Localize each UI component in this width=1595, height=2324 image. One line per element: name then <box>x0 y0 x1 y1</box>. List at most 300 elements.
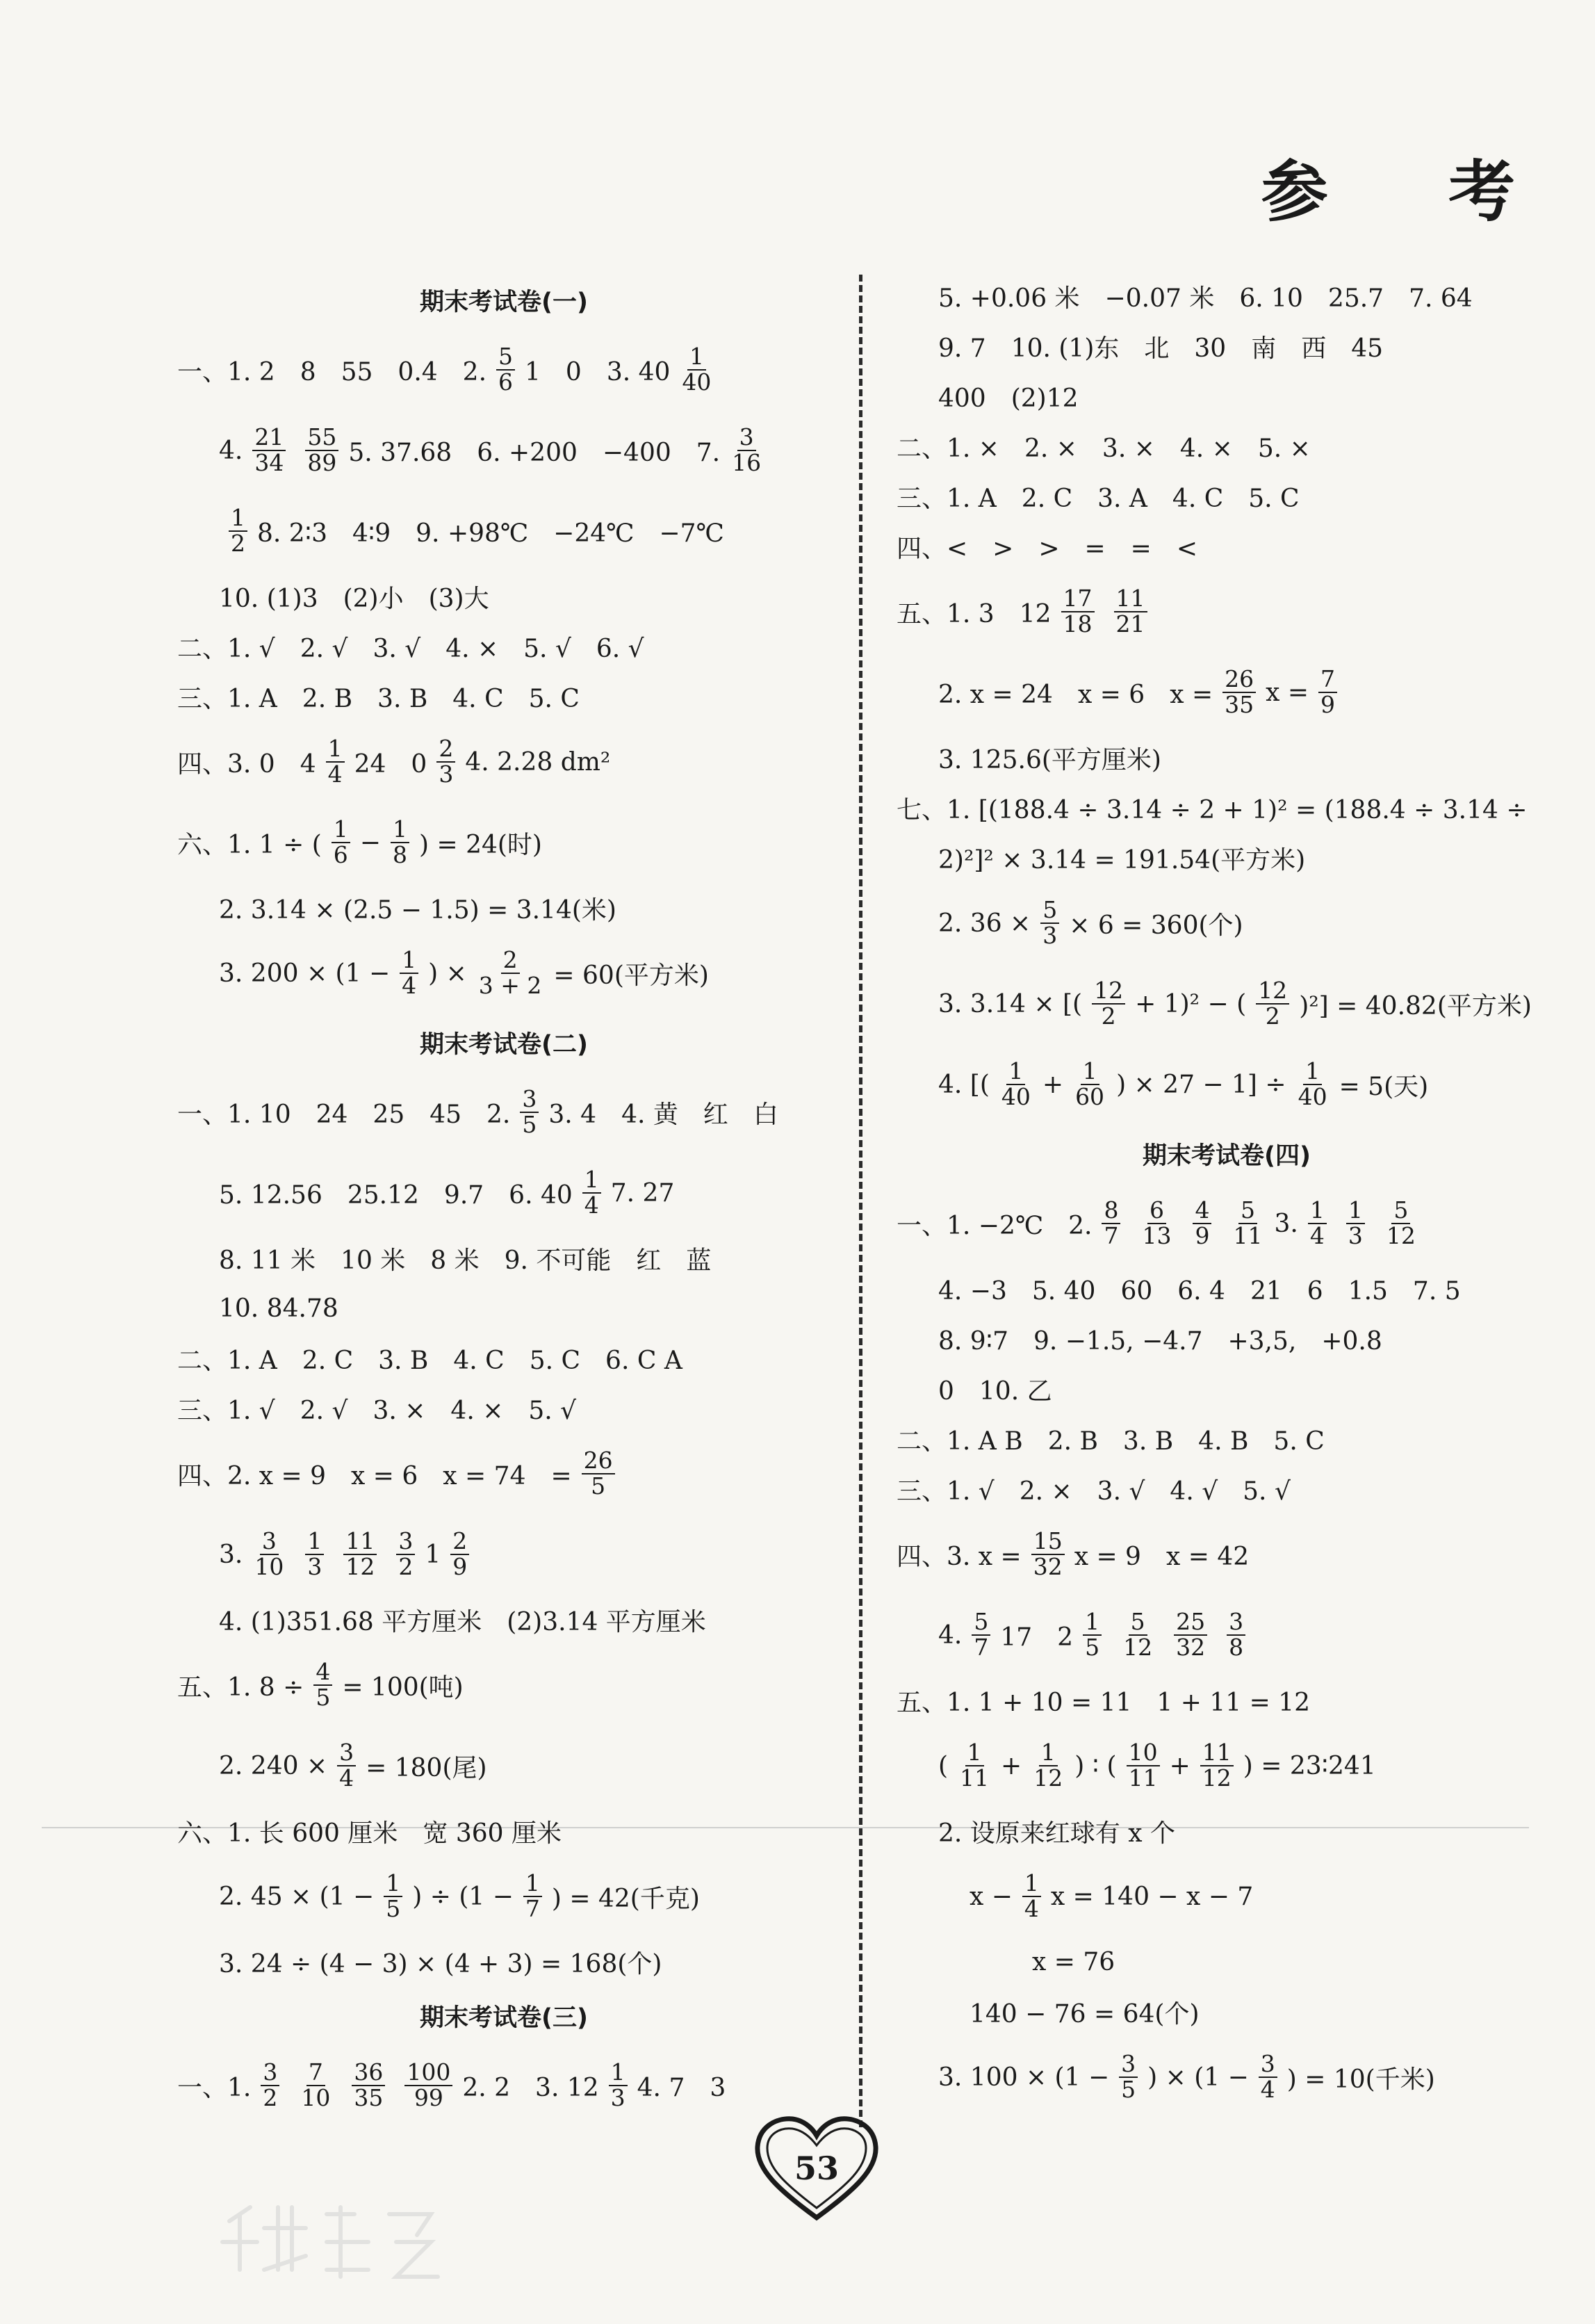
numerator: 17 <box>1061 587 1095 612</box>
answer-text: 4. [( <box>938 1070 990 1099</box>
denominator: 9 <box>1195 1222 1210 1249</box>
fraction <box>1200 1741 1234 1790</box>
page-title: 参 考 <box>1261 152 1564 231</box>
denominator: 2 <box>231 530 245 557</box>
numerator: 3 <box>520 1087 539 1113</box>
fraction <box>384 1871 402 1921</box>
fraction <box>999 1059 1033 1109</box>
answer-text: 10. 84.78 <box>219 1294 338 1323</box>
denominator: 21 <box>1115 610 1145 637</box>
answer-text: + <box>1001 1751 1022 1780</box>
numerator: 5 <box>1238 1198 1257 1224</box>
numerator: 11 <box>343 1529 377 1555</box>
answer-line <box>897 421 1557 471</box>
denominator: 3 <box>307 1553 322 1580</box>
fraction <box>1031 1529 1065 1579</box>
denominator: 8 <box>392 841 407 868</box>
answer-text: 17 2 <box>1000 1623 1074 1652</box>
denominator: 7 <box>1104 1222 1119 1249</box>
fraction <box>1346 1198 1365 1248</box>
denominator: 5 <box>386 1895 401 1922</box>
answer-line <box>177 1433 831 1514</box>
fraction <box>1073 1059 1106 1109</box>
answer-line <box>177 1806 831 1856</box>
numerator: 3 <box>737 425 756 451</box>
answer-text: 3. <box>1274 1209 1298 1238</box>
numerator: 25 <box>1174 1610 1207 1636</box>
fraction <box>332 815 350 868</box>
numerator: 3 <box>1119 2052 1138 2078</box>
answer-text: 7. 27 <box>610 1178 675 1208</box>
numerator: 3 <box>337 1741 356 1766</box>
numerator: 2 <box>436 737 455 763</box>
answer-line <box>177 722 831 802</box>
fraction <box>400 948 418 998</box>
answer-text: 二、1. A 2. C 3. B 4. C 5. C 6. C A <box>177 1346 682 1375</box>
answer-line <box>177 2045 831 2126</box>
answer-line <box>897 1364 1557 1414</box>
answer-text: + <box>1042 1070 1064 1099</box>
fraction <box>1259 2052 1277 2102</box>
numerator: 8 <box>1102 1198 1120 1224</box>
answer-text: 5. +0.06 米 −0.07 米 6. 10 25.7 7. 64 <box>938 284 1473 313</box>
numerator: 1 <box>1308 1198 1327 1224</box>
denominator: 7 <box>525 1895 540 1922</box>
numerator: 3 <box>396 1529 415 1555</box>
answer-text: 2. 设原来红球有 x 个 <box>938 1819 1175 1848</box>
numerator: 15 <box>1031 1529 1065 1555</box>
fraction <box>1083 1610 1102 1659</box>
answer-line <box>897 321 1557 371</box>
fraction <box>404 2058 452 2111</box>
fraction <box>582 1449 615 1498</box>
denominator: 11 <box>1128 1764 1158 1791</box>
denominator: 12 <box>345 1553 375 1580</box>
answer-line <box>177 1383 831 1433</box>
denominator: 35 <box>354 2084 384 2111</box>
fraction <box>1127 1741 1160 1790</box>
denominator: 9 <box>452 1553 468 1580</box>
fraction <box>337 1741 356 1790</box>
numerator: 1 <box>523 1871 542 1897</box>
answer-line <box>897 1514 1557 1595</box>
denominator: 4 <box>1309 1222 1325 1249</box>
answer-text: 4. (1)351.68 平方厘米 (2)3.14 平方厘米 <box>219 1607 706 1636</box>
answer-text: 3. 200 × (1 − <box>219 959 391 988</box>
answer-text: 8. 2∶3 4∶9 9. +98℃ −24℃ −7℃ <box>257 519 724 548</box>
denominator: 6 <box>333 841 348 868</box>
denominator: 13 <box>1142 1222 1172 1249</box>
answer-text: 3. 100 × (1 − <box>938 2063 1110 2092</box>
answer-line <box>897 1183 1557 1264</box>
answer-line <box>897 1725 1557 1806</box>
answer-line <box>897 1856 1557 1937</box>
denominator: 12 <box>1033 1764 1063 1791</box>
numerator: 1 <box>1081 1059 1099 1085</box>
answer-text: x = <box>1266 678 1309 707</box>
fraction <box>326 737 345 786</box>
answer-line <box>897 571 1557 652</box>
answer-line <box>177 1937 831 1987</box>
column-divider <box>859 275 862 2127</box>
answer-text: 2. 45 × (1 − <box>219 1882 375 1911</box>
answer-text: × 6 = 360(个) <box>1069 911 1243 940</box>
fraction <box>1193 1198 1211 1248</box>
numerator: 5 <box>972 1610 990 1636</box>
numerator: 3 <box>1227 1610 1245 1636</box>
denominator: 2 <box>1265 1002 1280 1030</box>
numerator: 4 <box>1193 1198 1211 1224</box>
answer-line <box>897 783 1557 833</box>
answer-text: 二、1. × 2. × 3. × 4. × 5. × <box>897 434 1311 463</box>
fraction <box>1092 979 1125 1028</box>
answer-text: 一、1. 2 8 55 0.4 2. <box>177 357 487 387</box>
denominator: 32 <box>1033 1553 1063 1580</box>
denominator: 18 <box>1063 610 1093 637</box>
fraction <box>261 2058 279 2111</box>
answer-text: 1 <box>425 1540 441 1569</box>
numerator: 12 <box>1256 979 1289 1005</box>
numerator: 1 <box>326 737 345 763</box>
denominator: 8 <box>1229 1634 1244 1661</box>
numerator: 3 <box>260 1529 279 1555</box>
answer-text: 三、1. A 2. C 3. A 4. C 5. C <box>897 484 1300 513</box>
answer-text: 0 10. 乙 <box>938 1376 1052 1406</box>
numerator: 1 <box>229 506 247 532</box>
answer-text: 一、1. <box>177 2073 252 2102</box>
denominator: 12 <box>1386 1222 1416 1249</box>
section-heading-exam1: 期末考试卷(一) <box>420 289 588 316</box>
answer-text: ) × 27 − 1] ÷ <box>1116 1070 1286 1099</box>
denominator: 9 <box>1320 691 1336 718</box>
numerator: 1 <box>332 818 350 843</box>
fraction <box>1318 667 1337 717</box>
answer-text: 3. <box>219 1540 243 1569</box>
denominator: 40 <box>1001 1083 1031 1110</box>
numerator: 6 <box>1147 1198 1166 1224</box>
answer-line <box>897 1595 1557 1675</box>
answer-line <box>177 410 831 491</box>
answer-line <box>177 1283 831 1333</box>
denominator: 4 <box>584 1192 599 1219</box>
answer-text: 2)²]² × 3.14 = 191.54(平方米) <box>938 845 1306 875</box>
answer-text: 三、1. √ 2. √ 3. × 4. × 5. √ <box>177 1396 577 1425</box>
answer-text: 10. (1)3 (2)小 (3)大 <box>219 584 489 613</box>
answer-line <box>897 471 1557 521</box>
answer-text: 3. 125.6(平方厘米) <box>938 745 1161 774</box>
answer-text: 四、< > > = = < <box>897 534 1197 563</box>
answer-line <box>177 1514 831 1595</box>
numerator: 1 <box>1022 1871 1041 1897</box>
answer-line <box>177 1595 831 1645</box>
denominator: 3 <box>1042 922 1058 949</box>
answer-text: 8. 9∶7 9. −1.5, −4.7 +3,5, +0.8 <box>938 1326 1382 1356</box>
answer-text: 一、1. −2℃ 2. <box>897 1211 1093 1240</box>
denominator: 4 <box>327 761 343 788</box>
answer-line <box>177 1645 831 1725</box>
denominator: 60 <box>1075 1083 1105 1110</box>
answer-text: 5. 12.56 25.12 9.7 6. 40 <box>219 1180 573 1210</box>
answer-line <box>897 964 1557 1044</box>
fraction <box>496 345 515 394</box>
answer-text: + <box>1169 1751 1191 1780</box>
fraction <box>1231 1198 1264 1248</box>
denominator: 11 <box>1233 1222 1263 1249</box>
left-column <box>177 271 831 2126</box>
denominator: 7 <box>974 1634 989 1661</box>
denominator: 4 <box>402 972 417 999</box>
answer-text: 一、1. 10 24 25 45 2. <box>177 1100 511 1129</box>
fraction <box>343 1529 377 1579</box>
answer-text: ( <box>938 1751 949 1780</box>
answer-line <box>897 1464 1557 1514</box>
answer-text: x − <box>970 1882 1013 1911</box>
answer-text: 五、1. 1 + 10 = 11 1 + 11 = 12 <box>897 1688 1311 1717</box>
fraction <box>958 1741 991 1790</box>
denominator: 3 <box>439 761 454 788</box>
answer-text: 4. <box>219 436 243 465</box>
answer-text: = 180(尾) <box>366 1753 487 1782</box>
fraction <box>609 2058 628 2111</box>
denominator: 4 <box>1260 2076 1275 2103</box>
numerator: 5 <box>1391 1198 1410 1224</box>
answer-text: 2. 2 3. 12 <box>462 2073 599 2102</box>
answer-line <box>897 1937 1557 1987</box>
answer-text: ) = 23∶241 <box>1243 1751 1376 1780</box>
numerator: 4 <box>313 1660 332 1686</box>
answer-line <box>177 1233 831 1283</box>
fraction <box>1227 1610 1245 1659</box>
answer-text: x = 9 x = 42 <box>1074 1542 1250 1571</box>
denominator: 40 <box>682 368 712 396</box>
fraction <box>582 1168 601 1217</box>
denominator: 6 <box>498 368 514 396</box>
answer-line <box>897 733 1557 783</box>
answer-text: ) ∶ ( <box>1074 1751 1117 1780</box>
answer-line <box>897 2037 1557 2118</box>
numerator: 1 <box>965 1741 984 1766</box>
numerator: 12 <box>1092 979 1125 1005</box>
denominator: 34 <box>254 449 284 476</box>
numerator: 1 <box>1039 1741 1058 1766</box>
answer-text: = 5(天) <box>1339 1072 1429 1101</box>
numerator: 1 <box>687 345 706 371</box>
fraction <box>1174 1610 1207 1659</box>
numerator: 5 <box>1040 898 1059 924</box>
answer-text: 2. 36 × <box>938 909 1031 938</box>
fraction <box>1222 667 1256 717</box>
section-heading-exam4: 期末考试卷(四) <box>1143 1142 1311 1170</box>
answer-text: 2. 3.14 × (2.5 − 1.5) = 3.14(米) <box>219 895 616 925</box>
fraction <box>1384 1198 1418 1248</box>
numerator: 2 <box>450 1529 469 1555</box>
answer-line <box>897 521 1557 571</box>
fraction <box>313 1660 332 1709</box>
answer-text: 8. 11 米 10 米 8 米 9. 不可能 红 蓝 <box>219 1246 712 1275</box>
denominator: 5 <box>591 1472 606 1500</box>
answer-text: 3. 4 4. 黄 红 白 <box>548 1100 778 1129</box>
fraction <box>1119 2052 1138 2102</box>
answer-text: 2. x = 24 x = 6 x = <box>938 680 1213 709</box>
answer-text: x = 76 <box>1032 1947 1115 1976</box>
answer-text: 4. 2.28 dm² <box>465 747 611 777</box>
answer-text: x = 140 − x − 7 <box>1050 1882 1254 1911</box>
fraction <box>299 2058 332 2111</box>
answer-text: ) = 24(时) <box>418 830 542 859</box>
answer-text: 五、1. 8 ÷ <box>177 1673 304 1702</box>
answer-line <box>897 1264 1557 1314</box>
denominator: 2 <box>263 2084 278 2111</box>
answer-line <box>897 1044 1557 1125</box>
answer-line <box>177 933 831 1014</box>
fraction <box>396 1529 415 1579</box>
denominator: 5 <box>316 1684 331 1711</box>
denominator: 35 <box>1225 691 1254 718</box>
fraction <box>436 737 455 786</box>
answer-line <box>177 672 831 722</box>
denominator: 10 <box>254 1553 284 1580</box>
answer-text: = 100(吨) <box>342 1673 464 1702</box>
denominator: 16 <box>732 449 762 476</box>
answer-text: 二、1. √ 2. √ 3. √ 4. × 5. √ 6. √ <box>177 634 644 663</box>
fraction <box>352 2058 385 2111</box>
numerator: 3 <box>261 2061 279 2086</box>
answer-text: 5. 37.68 6. +200 −400 7. <box>348 438 721 467</box>
answer-text: 三、1. A 2. B 3. B 4. C 5. C <box>177 684 580 713</box>
answer-text: − <box>359 828 381 857</box>
answer-text: + 1)² − ( <box>1135 989 1247 1018</box>
answer-text: ) = 10(千米) <box>1286 2065 1435 2094</box>
answer-line <box>897 371 1557 421</box>
denominator: 40 <box>1298 1083 1327 1110</box>
answer-text: 1 0 3. 40 <box>525 357 671 387</box>
answer-text: 3. 3.14 × [( <box>938 989 1083 1018</box>
denominator: 3 <box>610 2084 625 2111</box>
answer-text: 4. −3 5. 40 60 6. 4 21 6 1.5 7. 5 <box>938 1276 1461 1306</box>
answer-line <box>897 1987 1557 2037</box>
fraction <box>477 948 544 998</box>
right-column <box>897 271 1557 2118</box>
answer-text: 二、1. A B 2. B 3. B 4. B 5. C <box>897 1427 1325 1456</box>
answer-text: 4. <box>938 1620 963 1650</box>
numerator: 5 <box>496 345 515 371</box>
denominator: 11 <box>960 1764 990 1791</box>
denominator: 3 + 2 <box>478 972 542 999</box>
answer-text: 24 0 <box>354 749 427 779</box>
answer-line <box>177 883 831 933</box>
fraction <box>1114 587 1147 636</box>
fraction <box>1296 1059 1330 1109</box>
answer-line <box>177 1856 831 1937</box>
section-heading-exam2: 期末考试卷(二) <box>420 1031 588 1059</box>
numerator: 1 <box>1346 1198 1365 1224</box>
answer-line <box>177 1333 831 1383</box>
denominator: 4 <box>1024 1895 1039 1922</box>
fraction <box>305 425 338 475</box>
answer-line <box>177 571 831 621</box>
fraction <box>520 1087 539 1137</box>
numerator: 1 <box>305 1529 324 1555</box>
answer-text: 四、3. 0 4 <box>177 749 316 779</box>
answer-text: 2. 240 × <box>219 1751 328 1780</box>
section-heading-exam3: 期末考试卷(三) <box>420 2004 588 2032</box>
denominator: 5 <box>522 1111 537 1138</box>
numerator: 7 <box>306 2061 325 2086</box>
denominator: 5 <box>1085 1634 1100 1661</box>
answer-text: 四、2. x = 9 x = 6 x = 74 = <box>177 1461 572 1490</box>
numerator: 5 <box>1129 1610 1147 1636</box>
answer-line <box>897 883 1557 964</box>
answer-text: 七、1. [(188.4 ÷ 3.14 ÷ 2 + 1)² = (188.4 ÷ 3.14 ÷ <box>897 795 1528 824</box>
denominator: 89 <box>307 449 337 476</box>
numerator: 10 <box>1127 1741 1160 1766</box>
numerator: 1 <box>391 818 409 843</box>
numerator: 26 <box>582 1449 615 1474</box>
answer-line <box>897 833 1557 883</box>
answer-line <box>897 1806 1557 1856</box>
answer-line <box>177 1153 831 1233</box>
fraction <box>305 1529 324 1579</box>
denominator: 99 <box>414 2084 443 2111</box>
page-number-badge <box>751 2113 883 2225</box>
fraction <box>450 1529 469 1579</box>
denominator: 4 <box>339 1764 354 1791</box>
watermark-logo <box>208 2179 459 2305</box>
fraction <box>252 425 286 475</box>
answer-text: 400 (2)12 <box>938 384 1079 413</box>
denominator: 2 <box>398 1553 414 1580</box>
denominator: 3 <box>1348 1222 1363 1249</box>
fraction <box>1256 979 1289 1028</box>
answer-text: 五、1. 3 12 <box>897 599 1052 628</box>
answer-text: 六、1. 1 ÷ ( <box>177 830 322 859</box>
fraction <box>391 815 409 868</box>
fraction <box>1031 1741 1065 1790</box>
numerator: 1 <box>609 2061 628 2086</box>
numerator: 1 <box>1303 1059 1322 1085</box>
fraction <box>1308 1198 1327 1248</box>
answer-line <box>177 621 831 672</box>
fraction <box>1102 1198 1120 1248</box>
answer-text: )²] = 40.82(平方米) <box>1299 991 1532 1021</box>
answer-text: ) ÷ (1 − <box>412 1882 514 1911</box>
numerator: 1 <box>384 1871 402 1897</box>
answer-text: 140 − 76 = 64(个) <box>970 1999 1200 2029</box>
numerator: 100 <box>404 2061 452 2086</box>
answer-text: 4. 7 3 <box>637 2073 726 2102</box>
numerator: 55 <box>305 425 338 451</box>
numerator: 11 <box>1114 587 1147 612</box>
fraction <box>972 1610 990 1659</box>
answer-line <box>897 1414 1557 1464</box>
answer-text: 六、1. 长 600 厘米 宽 360 厘米 <box>177 1819 562 1848</box>
answer-line <box>897 1314 1557 1364</box>
page-number: 53 <box>794 2150 839 2187</box>
answer-text: 9. 7 10. (1)东 北 30 南 西 45 <box>938 334 1384 363</box>
fraction <box>1121 1610 1154 1659</box>
fraction <box>523 1871 542 1921</box>
answer-text: ) × (1 − <box>1147 2063 1249 2092</box>
fraction <box>1140 1198 1173 1248</box>
denominator: 10 <box>301 2084 331 2111</box>
numerator: 1 <box>400 948 418 974</box>
numerator: 1 <box>1006 1059 1025 1085</box>
numerator: 26 <box>1222 667 1256 693</box>
answer-text: 四、3. x = <box>897 1542 1022 1571</box>
answer-text: 3. 24 ÷ (4 − 3) × (4 + 3) = 168(个) <box>219 1949 662 1978</box>
answer-line <box>897 271 1557 321</box>
fraction <box>680 345 713 394</box>
